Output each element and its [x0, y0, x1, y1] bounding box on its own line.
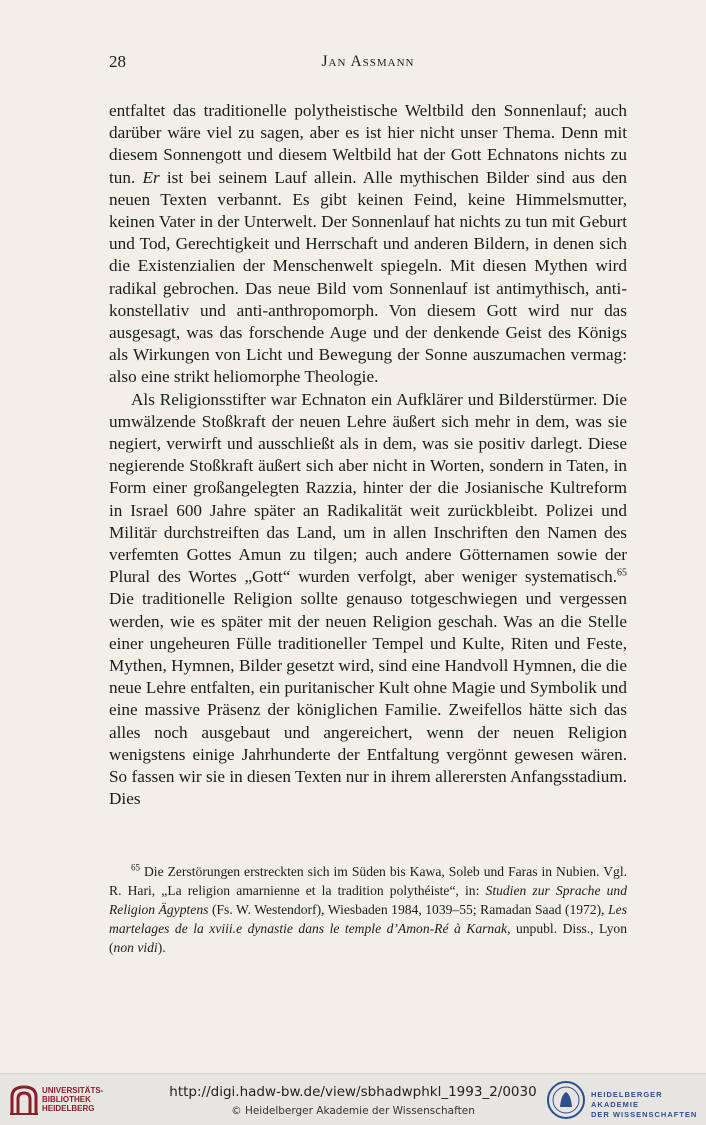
- footnote-text-b: (Fs. W. Westendorf), Wiesbaden 1984, 1039–55; Ramadan Saad (1972),: [208, 902, 609, 917]
- library-name-line-2: BIBLIOTHEK: [42, 1095, 91, 1104]
- page-number: 28: [109, 52, 126, 71]
- footnote-title-martelages: Les martelages de la xviii.e dynastie dans le temple d’Amon-Ré à Karnak: [109, 902, 627, 936]
- paragraph-2-text-b: Die traditionelle Religion sollte genauso totgeschwiegen und vergessen werden, wie es später mit der neuen Religion geschah. Was an die Stelle einer ungeheuren Fülle traditioneller Tempel und Kulte, Riten und Feste, Mythen, Hymnen, Bilder gesetzt wird, sind eine Handvoll Hymnen, die die neue Lehre entfalten, ein puritanischer Kult ohne Magie und Symbolik und eine massive Präsenz der königlichen Familie. Zweifellos hätte sich das alles noch ausgebaut und angereichert, wenn der neuen Religion wenigstens einige Jahrhunderte der Entfaltung vergönnt gewesen wären. So fassen wir sie in diesen Texten nur in ihrem allerersten Anfangsstadium. Dies: [109, 589, 627, 809]
- academy-name-line-1: HEIDELBERGER AKADEMIE: [591, 1090, 663, 1109]
- paragraph-2-text-a: Als Religionsstifter war Echnaton ein Aufklärer und Bilderstürmer. Die umwälzende Stoßkraft der neuen Lehre äußert sich mehr in dem, was sie negiert, verwirft und ausschließt als in dem, was sie positiv darlegt. Diese negierende Stoßkraft äußert sich aber nicht in Worten, sondern in Taten, in Form einer großangelegten Razzia, hinter der die Josianische Kultreform in Israel 600 Jahre später an Radikalität weit zurückbleibt. Polizei und Militär durchstreiften das Land, um in allen Inschriften den Namen des verfemten Gottes Amun zu tilgen; auch andere Götternamen sowie der Plural des Wortes „Gott“ wurden verfolgt, aber weniger systematisch.: [109, 389, 627, 587]
- footnote-text-c: , unpubl. Diss., Lyon (: [109, 921, 628, 955]
- footnote-non-vidi: non vidi: [113, 940, 158, 955]
- library-name-line-3: HEIDELBERG: [42, 1104, 95, 1113]
- permalink-url[interactable]: http://digi.hadw-bw.de/view/sbhadwphkl_1993_2/0030: [169, 1084, 537, 1100]
- academy-name-line-2: DER WISSENSCHAFTEN: [591, 1110, 698, 1119]
- footnote-title-studien: Studien zur Sprache und Religion Ägyptens: [109, 883, 627, 917]
- viewer-footer: [0, 1073, 706, 1125]
- footnote-65: [109, 862, 627, 957]
- footnote-marker: 65: [131, 862, 140, 873]
- academy-seal-icon[interactable]: [546, 1080, 586, 1120]
- running-head: Jan Assmann: [321, 53, 415, 70]
- paragraph-1-text-a: entfaltet das traditionelle polytheistische Weltbild den Sonnenlauf; auch darüber wäre viel zu sagen, aber es ist hier nicht unser Thema. Denn mit diesem Sonnengott und diesem Weltbild hat der Gott Echnatons nichts zu tun.: [109, 101, 627, 187]
- paragraph-1: [109, 100, 627, 389]
- page-header: [109, 52, 627, 76]
- academy-name[interactable]: [591, 1090, 706, 1120]
- paragraph-2: [109, 389, 627, 811]
- footnote-text-a: Die Zerstörungen erstreckten sich im Süden bis Kawa, Soleb und Faras in Nubien. Vgl. R. Hari, „La religion amarnienne et la tradition polythéiste“, in:: [109, 864, 627, 898]
- body-text: [109, 100, 627, 811]
- paragraph-1-text-b: ist bei seinem Lauf allein. Alle mythischen Bilder sind aus den neuen Texten verbannt. Es gibt keinen Feind, keine Himmelsmutter, keinen Vater in der Unterwelt. Der Sonnenlauf hat nichts zu tun mit Geburt und Tod, Gerechtigkeit und Herrschaft und anderen Bildern, in denen sich die Existenzialien der Menschenwelt spiegeln. Mit diesen Mythen wird radikal gebrochen. Das neue Bild vom Sonnenlauf ist antimythisch, antikonstellativ und anti-anthropomorph. Von diesem Gott wird nur das ausgesagt, was das forschende Auge und der denkende Geist des Königs als Wirkungen von Licht und Bewegung der Sonne auszumachen vermag: also eine strikt heliomorphe Theologie.: [109, 167, 627, 387]
- copyright-notice: © Heidelberger Akademie der Wissenschaften: [231, 1105, 475, 1117]
- emphasis-er: Er: [142, 167, 160, 187]
- footnote-text-d: ).: [157, 940, 166, 955]
- footnote-reference[interactable]: 65: [617, 567, 627, 579]
- library-name-line-1: UNIVERSITÄTS-: [42, 1086, 104, 1095]
- footnotes: [109, 862, 627, 957]
